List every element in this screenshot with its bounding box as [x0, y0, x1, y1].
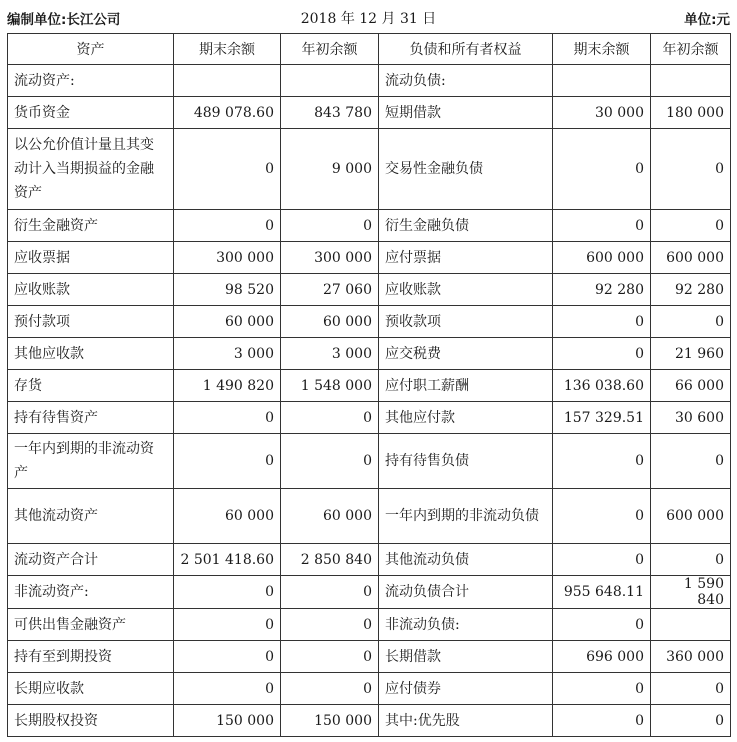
liability-name: 其中:优先股	[379, 705, 553, 737]
asset-beginning-value: 300 000	[281, 242, 379, 274]
asset-name: 可供出售金融资产	[8, 609, 174, 641]
liability-beginning-value: 66 000	[651, 370, 731, 402]
table-row	[8, 544, 731, 576]
asset-name: 预付款项	[8, 306, 174, 338]
asset-ending-value: 60 000	[174, 306, 281, 338]
liability-ending-value: 0	[553, 434, 651, 489]
liability-beginning-value: 0	[651, 673, 731, 705]
table-row	[8, 65, 731, 97]
asset-beginning-value: 9 000	[281, 129, 379, 210]
liability-ending-value: 955 648.11	[553, 576, 651, 609]
liability-ending-value: 136 038.60	[553, 370, 651, 402]
asset-beginning-value: 60 000	[281, 489, 379, 544]
asset-ending-value: 3 000	[174, 338, 281, 370]
liability-beginning-value: 0	[651, 544, 731, 576]
asset-beginning-value: 0	[281, 576, 379, 609]
asset-name: 非流动资产:	[8, 576, 174, 609]
table-row	[8, 673, 731, 705]
asset-ending-value: 150 000	[174, 705, 281, 737]
asset-ending-value: 0	[174, 210, 281, 242]
liability-beginning-value: 1 590 840	[651, 576, 731, 609]
liability-beginning-value: 0	[651, 705, 731, 737]
asset-ending-value: 0	[174, 434, 281, 489]
liability-beginning-value: 360 000	[651, 641, 731, 673]
liability-beginning-value: 21 960	[651, 338, 731, 370]
table-row	[8, 489, 731, 544]
asset-beginning-value: 1 548 000	[281, 370, 379, 402]
asset-name: 持有待售资产	[8, 402, 174, 434]
liability-name: 其他应付款	[379, 402, 553, 434]
asset-beginning-value: 0	[281, 434, 379, 489]
asset-ending-value: 0	[174, 402, 281, 434]
liability-beginning-value: 180 000	[651, 97, 731, 129]
liability-beginning-value	[651, 65, 731, 97]
asset-ending-value: 1 490 820	[174, 370, 281, 402]
liability-ending-value: 0	[553, 306, 651, 338]
asset-beginning-value: 27 060	[281, 274, 379, 306]
asset-name: 持有至到期投资	[8, 641, 174, 673]
asset-name: 其他应收款	[8, 338, 174, 370]
liability-beginning-value: 600 000	[651, 489, 731, 544]
asset-ending-value: 0	[174, 641, 281, 673]
liability-name: 流动负债:	[379, 65, 553, 97]
liability-ending-value: 600 000	[553, 242, 651, 274]
asset-beginning-value: 150 000	[281, 705, 379, 737]
liability-ending-value	[553, 65, 651, 97]
table-row	[8, 210, 731, 242]
liability-name: 应收账款	[379, 274, 553, 306]
asset-name: 应收账款	[8, 274, 174, 306]
liability-ending-value: 0	[553, 673, 651, 705]
asset-name: 衍生金融资产	[8, 210, 174, 242]
table-row	[8, 338, 731, 370]
asset-ending-value: 0	[174, 609, 281, 641]
table-row	[8, 370, 731, 402]
liability-name: 流动负债合计	[379, 576, 553, 609]
liability-ending-value: 157 329.51	[553, 402, 651, 434]
table-body	[8, 65, 731, 737]
asset-ending-value: 60 000	[174, 489, 281, 544]
asset-ending-value: 300 000	[174, 242, 281, 274]
liability-name: 衍生金融负债	[379, 210, 553, 242]
asset-beginning-value: 2 850 840	[281, 544, 379, 576]
table-row	[8, 97, 731, 129]
liability-beginning-value: 0	[651, 129, 731, 210]
liability-beginning-value: 0	[651, 210, 731, 242]
col-header-liabilities-equity: 负债和所有者权益	[379, 34, 553, 65]
liability-beginning-value: 0	[651, 306, 731, 338]
asset-beginning-value: 0	[281, 402, 379, 434]
asset-ending-value: 2 501 418.60	[174, 544, 281, 576]
table-row	[8, 129, 731, 210]
liability-ending-value: 0	[553, 544, 651, 576]
col-header-asset-beginning: 年初余额	[281, 34, 379, 65]
asset-name: 其他流动资产	[8, 489, 174, 544]
table-row	[8, 242, 731, 274]
asset-beginning-value: 60 000	[281, 306, 379, 338]
liability-beginning-value	[651, 609, 731, 641]
liability-name: 长期借款	[379, 641, 553, 673]
asset-ending-value: 489 078.60	[174, 97, 281, 129]
liability-name: 应付职工薪酬	[379, 370, 553, 402]
asset-beginning-value	[281, 65, 379, 97]
asset-name: 存货	[8, 370, 174, 402]
table-row	[8, 402, 731, 434]
liability-ending-value: 0	[553, 129, 651, 210]
col-header-asset-ending: 期末余额	[174, 34, 281, 65]
asset-ending-value: 98 520	[174, 274, 281, 306]
liability-ending-value: 0	[553, 210, 651, 242]
asset-name: 流动资产合计	[8, 544, 174, 576]
asset-beginning-value: 0	[281, 609, 379, 641]
liability-name: 应付债券	[379, 673, 553, 705]
balance-sheet-table	[7, 33, 731, 737]
table-row	[8, 274, 731, 306]
asset-ending-value: 0	[174, 576, 281, 609]
table-row	[8, 705, 731, 737]
asset-ending-value: 0	[174, 673, 281, 705]
liability-ending-value: 30 000	[553, 97, 651, 129]
asset-name: 长期股权投资	[8, 705, 174, 737]
asset-name: 长期应收款	[8, 673, 174, 705]
asset-name: 一年内到期的非流动资产	[8, 434, 174, 489]
table-row	[8, 306, 731, 338]
asset-name: 货币资金	[8, 97, 174, 129]
asset-ending-value: 0	[174, 129, 281, 210]
asset-beginning-value: 0	[281, 673, 379, 705]
asset-beginning-value: 0	[281, 210, 379, 242]
liability-ending-value: 92 280	[553, 274, 651, 306]
table-row	[8, 609, 731, 641]
asset-name: 流动资产:	[8, 65, 174, 97]
liability-ending-value: 696 000	[553, 641, 651, 673]
asset-beginning-value: 0	[281, 641, 379, 673]
document-header	[7, 6, 730, 30]
liability-ending-value: 0	[553, 609, 651, 641]
asset-ending-value	[174, 65, 281, 97]
liability-ending-value: 0	[553, 489, 651, 544]
table-row	[8, 434, 731, 489]
asset-name: 应收票据	[8, 242, 174, 274]
liability-ending-value: 0	[553, 338, 651, 370]
liability-name: 一年内到期的非流动负债	[379, 489, 553, 544]
liability-name: 应交税费	[379, 338, 553, 370]
currency-unit: 单位:元	[684, 12, 730, 28]
liability-name: 其他流动负债	[379, 544, 553, 576]
col-header-liability-beginning: 年初余额	[651, 34, 731, 65]
liability-beginning-value: 0	[651, 434, 731, 489]
liability-name: 持有待售负债	[379, 434, 553, 489]
asset-beginning-value: 843 780	[281, 97, 379, 129]
liability-beginning-value: 30 600	[651, 402, 731, 434]
liability-beginning-value: 600 000	[651, 242, 731, 274]
liability-name: 应付票据	[379, 242, 553, 274]
liability-name: 交易性金融负债	[379, 129, 553, 210]
liability-name: 预收款项	[379, 306, 553, 338]
table-row	[8, 641, 731, 673]
preparer-unit: 编制单位:长江公司	[7, 12, 121, 28]
table-row	[8, 576, 731, 609]
report-date: 2018 年 12 月 31 日	[300, 11, 437, 27]
table-header-row	[8, 34, 731, 65]
liability-name: 短期借款	[379, 97, 553, 129]
asset-beginning-value: 3 000	[281, 338, 379, 370]
asset-name: 以公允价值计量且其变动计入当期损益的金融资产	[8, 129, 174, 210]
liability-name: 非流动负债:	[379, 609, 553, 641]
col-header-liability-ending: 期末余额	[553, 34, 651, 65]
liability-ending-value: 0	[553, 705, 651, 737]
col-header-assets: 资产	[8, 34, 174, 65]
liability-beginning-value: 92 280	[651, 274, 731, 306]
